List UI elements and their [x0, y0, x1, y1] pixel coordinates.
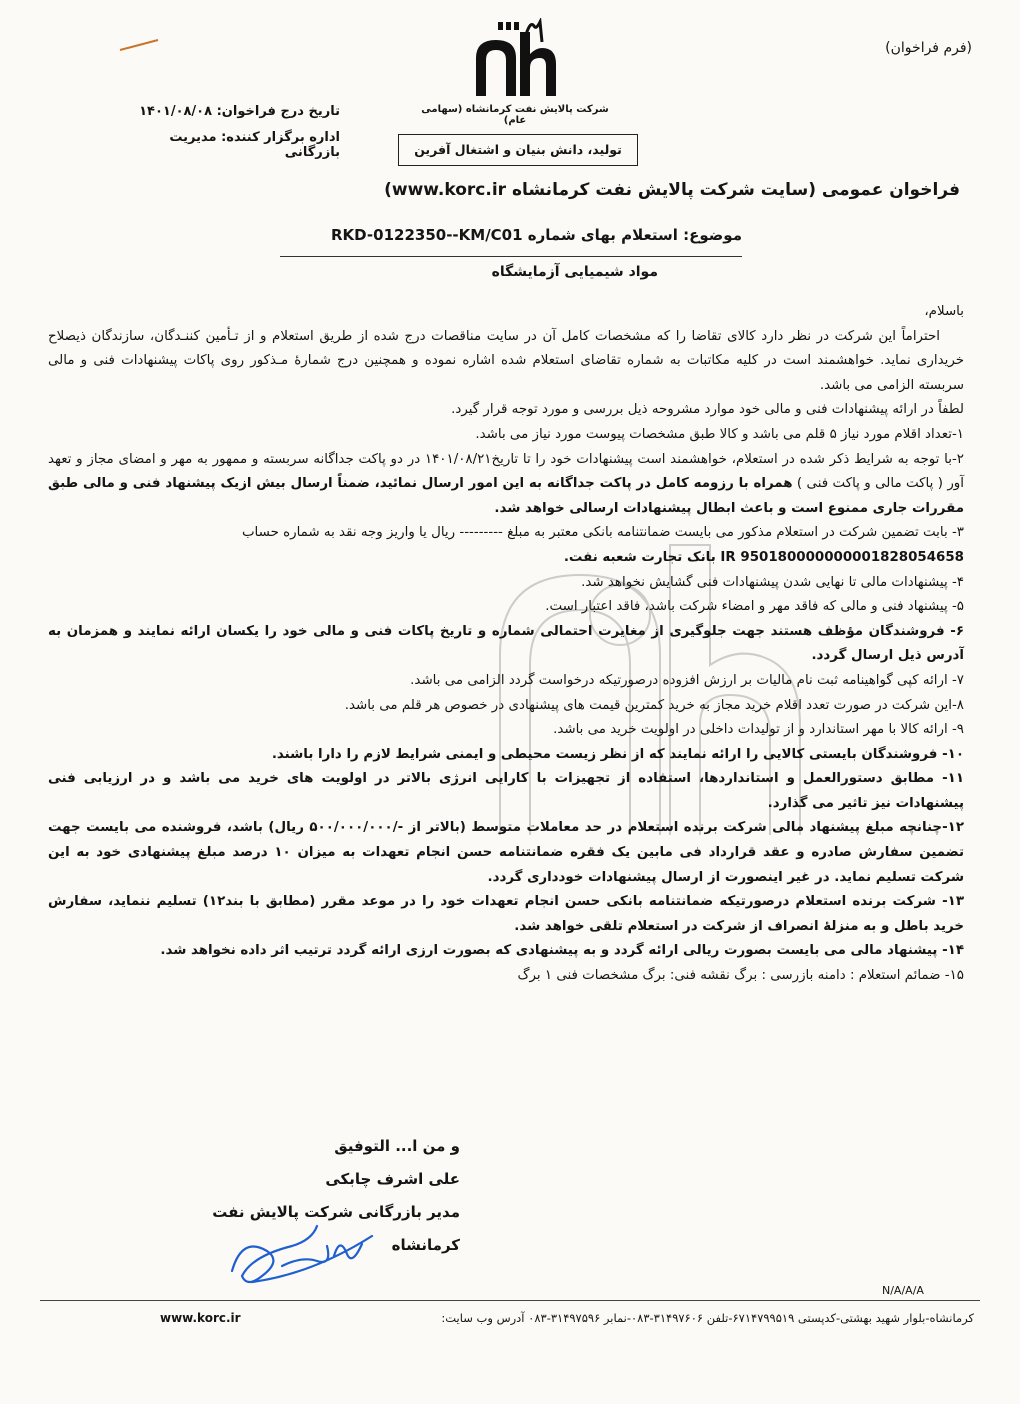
item-15: ۱۵- ضمائم استعلام : دامنه بازرسی : برگ نقشه فنی: برگ مشخصات فنی ۱ برگ — [517, 968, 964, 984]
account-number: IR 950180000000001828054658 — [720, 549, 964, 565]
item-2 — [48, 448, 964, 522]
slogan-box: تولید، دانش بنیان و اشتغال آفرین — [398, 134, 638, 166]
organizer: اداره برگزار کننده: مدیریت بازرگانی — [169, 130, 340, 160]
subject-detail: مواد شیمیایی آزمایشگاه — [491, 264, 658, 280]
item-7: ۷- ارائه کپی گواهینامه ثبت نام مالیات بر ارزش افزوده درصورتیکه درخواست گردد الزامی می باشد. — [410, 672, 964, 688]
subject-underline — [280, 256, 742, 257]
item-2-part-a: ۲-با توجه به شرایط ذکر شده در استعلام، خواهشمند است پیشنهادات خود را تا تاریخ۱۴۰۱/۰۸/۲۱ در دو پاکت جداگانه سربسته و ممهور به مهر و امضای مجاز و تعهد آور ( پاکت مالی و پاکت فنی ) — [48, 451, 964, 492]
footer-divider — [40, 1300, 980, 1301]
company-name-small: شرکت پالایش نفت کرمانشاه (سهامی عام) — [421, 104, 609, 126]
closing-salutation: و من ا... التوفیق — [334, 1137, 460, 1155]
item-3 — [48, 521, 964, 546]
item-13: ۱۳- شرکت برنده استعلام درصورتیکه ضمانتنامه بانکی حسن انجام تعهدات خود را در موعد مقرر (مطابق با بند۱۲) تسلیم ننماید، سفارش خرید باطل و به منزلهٔ انصراف از شرکت در استعلام تلقی خواهد شد. — [48, 894, 964, 934]
item-11: ۱۱- مطابق دستورالعمل و استانداردها، استفاده از تجهیزات با کارایی انرژی بالاتر در اولویت های خرید می باشد و در ارزیابی فنی پیشنهادات نیز تاثیر می گذارد. — [48, 771, 964, 811]
letter-body — [48, 300, 964, 989]
item-1: ۱-تعداد اقلام مورد نیاز ۵ قلم می باشد و کالا طبق مشخصات پیوست مورد نیاز می باشد. — [475, 426, 964, 442]
bank-name: بانک تجارت شعبه نفت. — [563, 549, 716, 565]
signer-name: علی اشرف چابکی — [325, 1170, 460, 1188]
item-3-account — [48, 546, 964, 571]
form-label: (فرم فراخوان) — [885, 40, 972, 56]
footer-address: کرمانشاه-بلوار شهید بهشتی-کدپستی ۶۷۱۴۷۹۹۵۱۹-تلفن ۳۱۴۹۷۶۰۶-۰۸۳-نمابر ۳۱۴۹۷۵۹۶-۰۸۳ آدرس وب سایت: — [441, 1311, 974, 1325]
item-9: ۹- ارائه کالا با مهر استاندارد و از تولیدات داخلی در اولویت خرید می باشد. — [553, 722, 964, 738]
subject-line: موضوع: استعلام بهای شماره RKD-0122350--KM/C01 — [331, 226, 742, 244]
item-6: ۶- فروشندگان مؤظف هستند جهت جلوگیری از مغایرت احتمالی شماره و تاریخ پاکات فنی و مالی خود را یکسان ارائه نمایند و همزمان به آدرس ذیل ارسال گردد. — [48, 623, 964, 664]
item-10: ۱۰- فروشندگان بایستی کالایی را ارائه نمایند که از نظر زیست محیطی و ایمنی شرایط لازم را دارا باشند. — [271, 746, 964, 762]
item-2-part-b: همراه با رزومه کامل در پاکت جداگانه به این امور ارسال نمائید، ضمناً ارسال بیش ازیک پیشنهاد فنی و مالی طبق مقررات جاری ممنوع است و باعث ابطال پیشنهادات ارسالی خواهد شد. — [48, 476, 964, 516]
item-5: ۵- پیشنهاد فنی و مالی که فاقد مهر و امضاء شرکت باشد، فاقد اعتبار است. — [545, 599, 964, 615]
item-8: ۸-این شرکت در صورت تعدد اقلام خرید مجاز به خرید کمترین قیمت های پیشنهادی در خصوص هر قلم می باشد. — [344, 697, 964, 713]
document-code: N/A/A/A — [882, 1284, 924, 1297]
request-paragraph: لطفاً در ارائه پیشنهادات فنی و مالی خود موارد مشروحه ذیل بررسی و مورد توجه قرار گیرد. — [451, 402, 964, 418]
company-logo — [470, 18, 560, 98]
footer-website-link[interactable]: www.korc.ir — [160, 1311, 241, 1325]
intro-paragraph: احتراماً این شرکت در نظر دارد کالای تقاضا را که مشخصات کامل آن در سایت مناقصات درج شده از طریق استعلام و از تـأمین کننـدگان، سازندگان ذیصلاح خریداری نماید. خواهشمند است در کلیه مکاتبات به شماره تقاضای استعلام شده اشاره نموده و همچنین درج شمارهٔ مـذکور روی پاکات پیشنهادات فنی و مالی سربسته الزامی می باشد. — [48, 328, 964, 393]
item-14: ۱۴- پیشنهاد مالی می بایست بصورت ریالی ارائه گردد و به پیشنهادی که بصورت ارزی ارائه گردد ترتیب اثر داده نخواهد شد. — [160, 943, 964, 959]
issue-date: تاریخ درج فراخوان: ۱۴۰۱/۰۸/۰۸ — [139, 104, 340, 119]
page-title: فراخوان عمومی (سایت شرکت پالایش نفت کرمانشاه www.korc.ir) — [384, 180, 960, 200]
signer-title: مدیر بازرگانی شرکت پالایش نفت کرمانشاه — [212, 1203, 460, 1254]
handwritten-signature — [222, 1216, 392, 1296]
item-12: ۱۲-چنانچه مبلغ پیشنهاد مالی شرکت برنده استعلام در حد معاملات متوسط (بالاتر از -/۵۰۰/۰۰۰/۰۰۰ ریال) باشد، فروشنده می بایست جهت تضمین سفارش صادره و عقد قرارداد فی مابین یک فقره ضمانتنامه حسن انجام تعهدات به میزان ۱۰ درصد مبلغ پیشنهادی خود به این شرکت تسلیم نماید. در غیر اینصورت از ارسال پیشنهادات خودداری گردد. — [48, 820, 964, 885]
pin-mark — [118, 38, 160, 52]
item-3-part-a: ۳- بابت تضمین شرکت در استعلام مذکور می بایست ضمانتنامه بانکی معتبر به مبلغ --------- ریال یا واریز وجه نقد به شماره حساب — [241, 525, 964, 541]
item-4: ۴- پیشنهادات مالی تا نهایی شدن پیشنهادات فنی گشایش نخواهد شد. — [581, 574, 964, 590]
greeting: باسلام، — [924, 304, 964, 319]
